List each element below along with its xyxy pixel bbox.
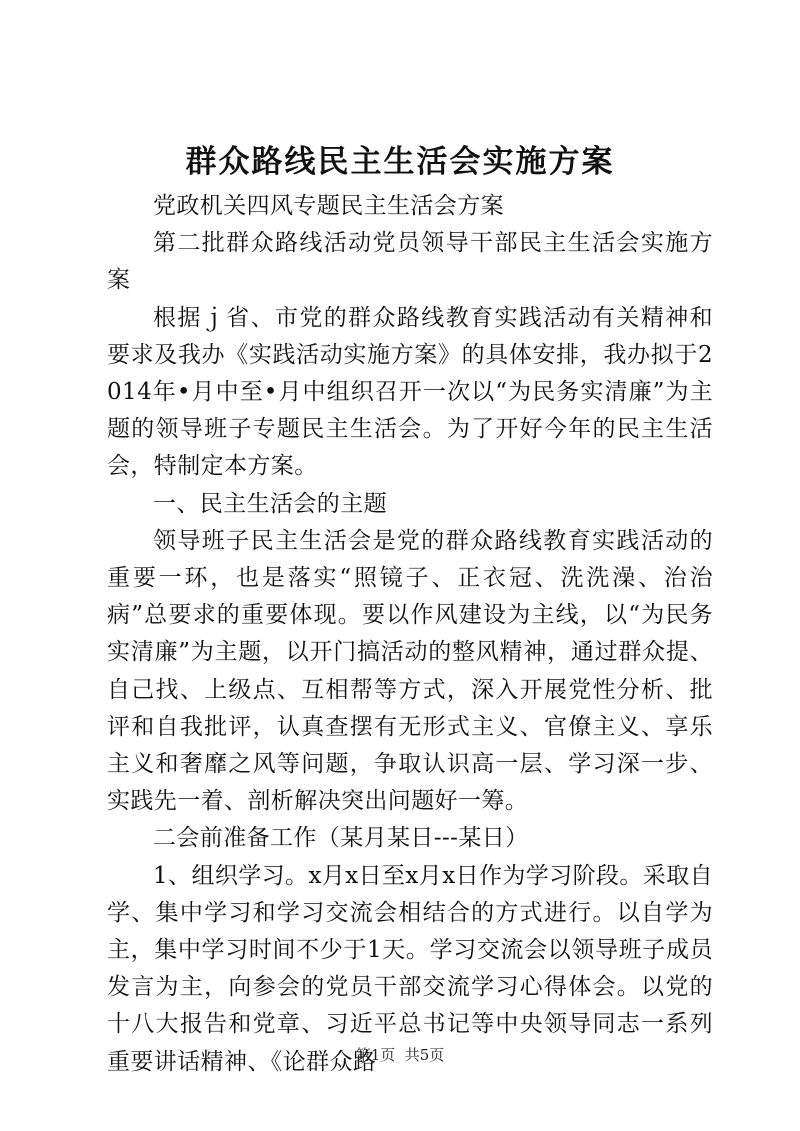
document-title: 群众路线民主生活会实施方案 bbox=[185, 144, 615, 180]
section-heading-1: 一、民主生活会的主题 bbox=[153, 490, 387, 517]
paragraph-theme: 领导班子民主生活会是党的群众路线教育实践活动的重要一环，也是落实“照镜子、正衣冠、洗洗澡、治治病”总要求的重要体现。要以作风建设为主线，以“为民务实清廉”为主题，以开门搞活动的整风精神，通过群众提、自己找、上级点、互相帮等方式，深入开展党性分析、批评和自我批评，认真查摆有无形式主义、官僚主义、享乐主义和奢靡之风等问题，争取认识高一层、学习深一步、实践先一着、剖析解决突出问题好一筹。 bbox=[107, 527, 713, 815]
document-body bbox=[107, 188, 713, 1081]
paragraph-subtitle-2: 第二批群众路线活动党员领导干部民主生活会实施方案 bbox=[107, 230, 713, 294]
page-number-label: 第1页 共5页 bbox=[355, 1046, 445, 1064]
page-footer bbox=[0, 1045, 800, 1065]
paragraph-intro: 根据ｊ省、市党的群众路线教育实践活动有关精神和要求及我办《实践活动实施方案》的具体安排，我办拟于2014年•月中至•月中组织召开一次以“为民务实清廉”为主题的领导班子专题民主生活会。为了开好今年的民主生活会，特制定本方案。 bbox=[107, 304, 713, 480]
paragraph-subtitle-1: 党政机关四风专题民主生活会方案 bbox=[153, 193, 504, 219]
paragraph-study: 1、组织学习。x月x日至x月x日作为学习阶段。采取自学、集中学习和学习交流会相结合的方式进行。以自学为主，集中学习时间不少于1天。学习交流会以领导班子成员发言为主，向参会的党员干部交流学习心得体会。以党的十八大报告和党章、习近平总书记等中央领导同志一系列重要讲话精神、《论群众路 bbox=[107, 862, 713, 1075]
section-heading-2: 二会前准备工作（某月某日---某日） bbox=[153, 825, 529, 852]
